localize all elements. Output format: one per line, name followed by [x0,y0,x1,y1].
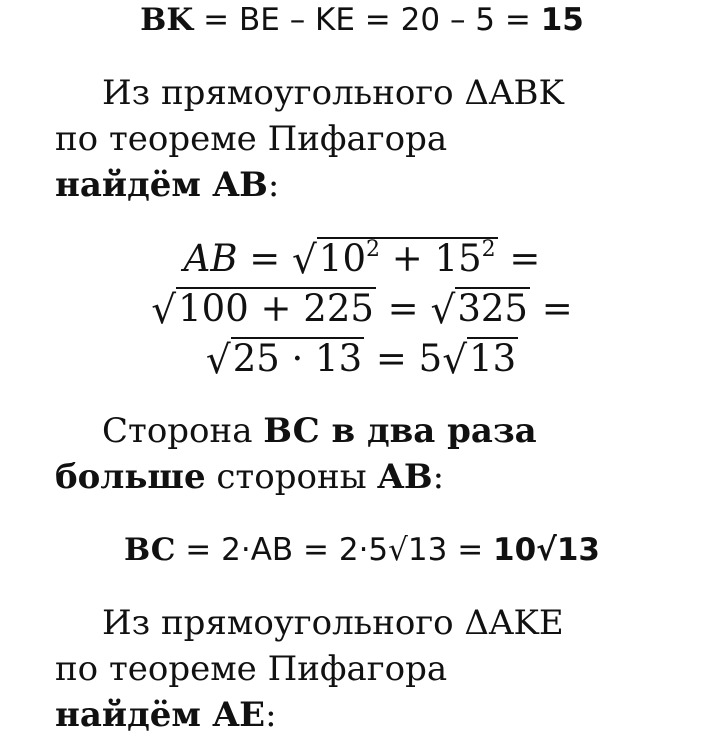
plain-text: Сторона [102,411,264,451]
equation-bc-result: 10√13 [493,532,601,568]
bold-phrase: найдём AE [55,695,266,735]
exponent: 2 [481,237,496,262]
formula-eq: = [497,237,541,280]
sqrt-icon: √ [151,288,177,333]
radicand-term: 15 [434,237,482,280]
paragraph-line: по теореме Пифагора [55,649,448,689]
radicand-term: 10 [318,237,366,280]
radicand: 100 + 225 [178,287,374,330]
paragraph-line [102,408,537,454]
formula-var-ab: AB [183,237,238,280]
paragraph-line: по теореме Пифагора [55,119,448,159]
paragraph-line [55,162,279,208]
equation-bk-result: 15 [540,2,584,38]
equation-bk [0,0,724,40]
equation-bc-lhs: BC [123,532,176,568]
radicand: 325 [457,287,528,330]
paragraph-line [55,454,444,500]
punctuation: : [265,695,277,735]
radicand: 13 [469,337,517,380]
radical [430,284,529,336]
sqrt-icon: √ [430,288,456,333]
exponent: 2 [366,237,380,262]
equation-bc-middle: = 2·AB = 2·5√13 = [175,532,494,568]
bold-phrase: найдём AB [55,165,268,205]
plain-text: стороны [205,457,378,497]
bold-phrase: AB [377,457,433,497]
operator: + [380,237,435,280]
sqrt-icon: √ [442,338,468,383]
punctuation: : [432,457,445,497]
formula-row-1 [0,234,724,286]
formula-eq: = [529,287,573,330]
bold-phrase: BC в два раза [263,411,537,451]
formula-eq: = [237,237,293,280]
sqrt-icon: √ [205,338,231,383]
equation-bc [0,530,724,570]
sqrt-icon: √ [292,238,317,283]
radicand [317,237,498,279]
formula-eq: = [375,287,431,330]
punctuation: : [267,165,280,205]
paragraph-line: Из прямоугольного ΔAKE [102,603,564,643]
equation-bk-lhs: BK [140,2,194,38]
formula-eq: = 5 [364,337,443,380]
radical [151,284,376,336]
equation-bk-middle: = BE – KE = 20 – 5 = [193,2,541,38]
formula-row-2 [0,284,724,336]
bold-phrase: больше [55,457,206,497]
paragraph-line: Из прямоугольного ΔABK [102,73,564,113]
formula-row-3 [0,334,724,386]
paragraph-line [55,692,277,738]
radical [292,234,498,286]
radical [206,334,364,386]
radicand: 25 · 13 [232,337,363,380]
radical [442,334,518,386]
